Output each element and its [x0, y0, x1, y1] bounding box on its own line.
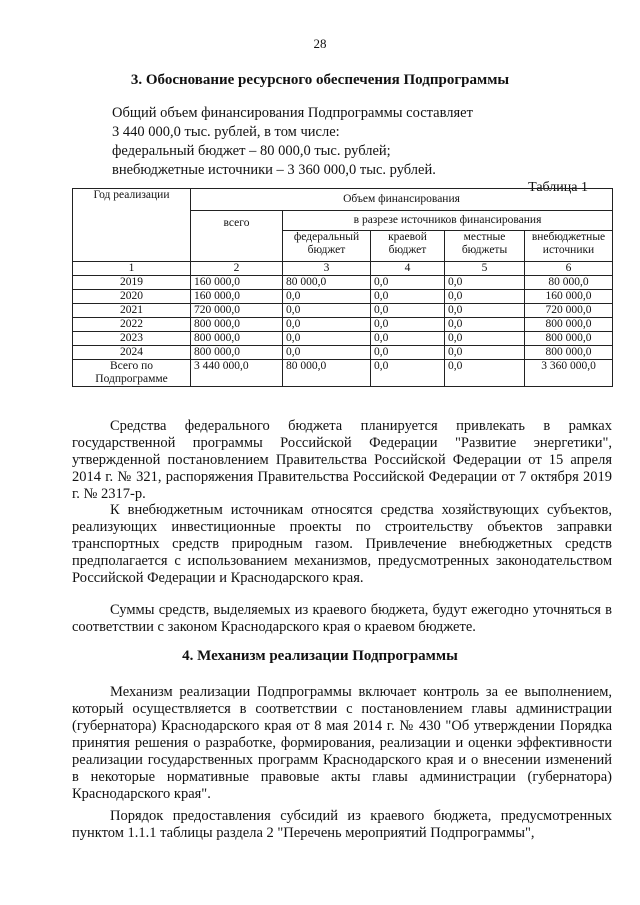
page-number: 28	[313, 36, 327, 51]
table-cell: Всего по Подпрограмме	[73, 360, 191, 387]
table-caption: Таблица 1	[528, 180, 588, 195]
summary-line: внебюджетные источники – 3 360 000,0 тыс. рублей.	[112, 162, 436, 178]
table-cell: 2019	[73, 276, 191, 290]
table-cell: 2022	[73, 318, 191, 332]
table-cell: 0,0	[283, 346, 371, 360]
table-cell: 800 000,0	[191, 346, 283, 360]
table-cell: 2024	[73, 346, 191, 360]
column-number: 4	[371, 262, 445, 276]
table-cell: 720 000,0	[525, 304, 613, 318]
table-row	[73, 304, 613, 318]
table-cell: 0,0	[445, 332, 525, 346]
table-cell: 0,0	[445, 360, 525, 387]
table-cell: 2020	[73, 290, 191, 304]
header-federal: федеральный бюджет	[283, 231, 371, 262]
table-cell: 0,0	[283, 332, 371, 346]
table-cell: 0,0	[371, 318, 445, 332]
column-number: 5	[445, 262, 525, 276]
table-row	[73, 290, 613, 304]
table-cell: 800 000,0	[191, 318, 283, 332]
financing-table	[72, 188, 613, 387]
column-number: 3	[283, 262, 371, 276]
column-number: 6	[525, 262, 613, 276]
table-cell: 0,0	[371, 290, 445, 304]
table-cell: 0,0	[371, 332, 445, 346]
section3-title: 3. Обоснование ресурсного обеспечения Подпрограммы	[130, 72, 510, 88]
column-numbers-row	[73, 262, 613, 276]
table-row	[73, 332, 613, 346]
table-cell: 0,0	[445, 318, 525, 332]
table-cell: 160 000,0	[191, 290, 283, 304]
header-total: всего	[191, 211, 283, 262]
financing-summary	[112, 104, 473, 180]
table-cell: 80 000,0	[525, 276, 613, 290]
table-cell: 3 440 000,0	[191, 360, 283, 387]
table-cell: 0,0	[445, 276, 525, 290]
table-cell: 3 360 000,0	[525, 360, 613, 387]
table-cell: 160 000,0	[525, 290, 613, 304]
header-by-sources: в разрезе источников финансирования	[283, 211, 613, 231]
header-regional: краевой бюджет	[371, 231, 445, 262]
table-cell: 0,0	[445, 346, 525, 360]
paragraph: Суммы средств, выделяемых из краевого бюджета, будут ежегодно уточняться в соответствии с законом Краснодарского края о краевом бюджете.	[72, 602, 612, 635]
table-cell: 800 000,0	[525, 332, 613, 346]
table-cell: 2021	[73, 304, 191, 318]
summary-line: федеральный бюджет – 80 000,0 тыс. рублей;	[112, 143, 391, 159]
table-cell: 800 000,0	[525, 346, 613, 360]
table-cell: 2023	[73, 332, 191, 346]
table-cell: 160 000,0	[191, 276, 283, 290]
table-cell: 800 000,0	[191, 332, 283, 346]
header-year: Год реализации	[73, 189, 191, 262]
table-cell: 0,0	[445, 304, 525, 318]
table-cell: 0,0	[371, 276, 445, 290]
table-cell: 0,0	[283, 290, 371, 304]
column-number: 1	[73, 262, 191, 276]
header-extrabudget: внебюджетные источники	[525, 231, 613, 262]
table-cell: 720 000,0	[191, 304, 283, 318]
table-cell: 0,0	[283, 318, 371, 332]
summary-line: Общий объем финансирования Подпрограммы составляет	[112, 105, 473, 121]
table-row	[73, 346, 613, 360]
table-cell: 0,0	[445, 290, 525, 304]
header-volume: Объем финансирования	[191, 189, 613, 211]
table-cell: 0,0	[371, 360, 445, 387]
table-cell: 80 000,0	[283, 360, 371, 387]
header-local: местные бюджеты	[445, 231, 525, 262]
paragraph: Средства федерального бюджета планируется привлекать в рамках государственной программы Российской Федерации "Развитие энергетики", утвержденной постановлением Правительства Российской Федерации от 15 апреля 2014 г. № 321, распоряжения Правительства Российской Федерации от 7 октября 2019 г. № 2317-р.	[72, 418, 612, 502]
table-row	[73, 276, 613, 290]
section4-title: 4. Механизм реализации Подпрограммы	[182, 648, 458, 664]
table-cell: 0,0	[371, 304, 445, 318]
table-cell: 0,0	[283, 304, 371, 318]
paragraph: Порядок предоставления субсидий из краевого бюджета, предусмотренных пунктом 1.1.1 таблицы раздела 2 "Перечень мероприятий Подпрограммы",	[72, 808, 612, 841]
paragraph: Механизм реализации Подпрограммы включает контроль за ее выполнением, который осуществляется в соответствии с постановлением главы администрации (губернатора) Краснодарского края от 8 мая 2014 г. № 430 "Об утверждении Порядка принятия решения о разработке, формирования, реализации и оценки эффективности реализации государственных программ Краснодарского края и о внесении изменений в некоторые нормативные правовые акты главы администрации (губернатора) Краснодарского края".	[72, 684, 612, 802]
column-number: 2	[191, 262, 283, 276]
summary-line: 3 440 000,0 тыс. рублей, в том числе:	[112, 124, 340, 140]
table-cell: 0,0	[371, 346, 445, 360]
paragraph: К внебюджетным источникам относятся средства хозяйствующих субъектов, реализующих инвестиционные проекты по строительству объектов заправки транспортных средств природным газом. Привлечение внебюджетных средств предполагается с использованием механизмов, предусмотренных законодательством Российской Федерации и Краснодарского края.	[72, 502, 612, 586]
table-cell: 80 000,0	[283, 276, 371, 290]
table-total-row	[73, 360, 613, 387]
table-row	[73, 318, 613, 332]
table-cell: 800 000,0	[525, 318, 613, 332]
